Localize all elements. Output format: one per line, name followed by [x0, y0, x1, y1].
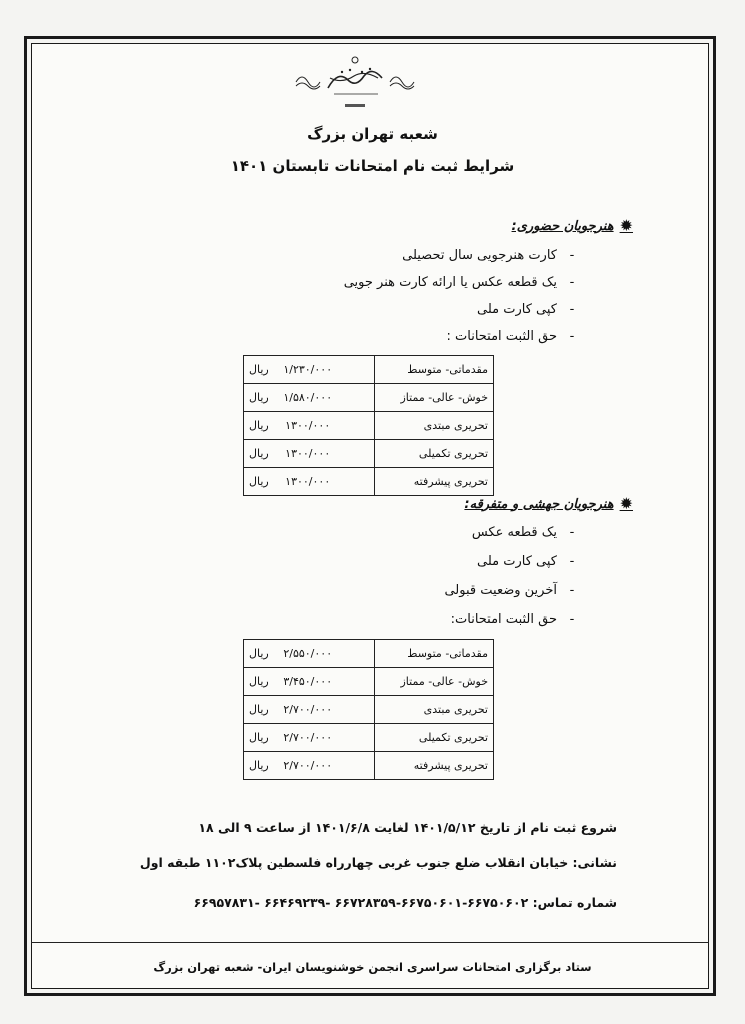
fee-category: مقدماتی- متوسط: [375, 640, 494, 668]
inner-border: [31, 43, 709, 989]
list-item: - حق الثبت امتحانات :: [446, 329, 575, 344]
asterisk-bullet-icon: ✹: [619, 494, 633, 513]
table-row: [244, 724, 494, 752]
fee-category: تحریری پیشرفته: [375, 752, 494, 780]
table-row: [244, 384, 494, 412]
external-requirements: [444, 518, 587, 634]
table-row: [244, 668, 494, 696]
association-logo: [290, 52, 420, 112]
table-row: [244, 696, 494, 724]
list-item: - آخرین وضعیت قبولی: [444, 583, 575, 598]
list-item: - حق الثبت امتحانات:: [450, 612, 575, 627]
in-person-fee-table: [243, 355, 494, 496]
fee-unit: ریال: [249, 447, 269, 460]
in-person-heading-text: هنرجویان حضوری:: [511, 218, 614, 234]
fee-category: تحریری تکمیلی: [375, 724, 494, 752]
fee-amount: ۲/۷۰۰/۰۰۰: [283, 731, 333, 744]
main-title: شرایط ثبت نام امتحانات تابستان ۱۴۰۱: [230, 157, 515, 175]
fee-unit: ریال: [249, 759, 269, 772]
list-item: - کپی کارت ملی: [477, 554, 575, 569]
external-heading: [464, 496, 633, 512]
list-item: - کپی کارت ملی: [477, 302, 575, 317]
fee-category: مقدماتی- متوسط: [375, 356, 494, 384]
fee-unit: ریال: [249, 475, 269, 488]
fee-amount: ۲/۷۰۰/۰۰۰: [283, 703, 333, 716]
external-heading-text: هنرجویان جهشی و متفرقه:: [464, 496, 614, 512]
fee-amount: ۱۳۰۰/۰۰۰: [285, 447, 331, 460]
fee-category: خوش- عالی- ممتاز: [375, 384, 494, 412]
fee-amount: ۳/۴۵۰/۰۰۰: [283, 675, 333, 688]
fee-amount: ۲/۵۵۰/۰۰۰: [283, 647, 333, 660]
fee-category: تحریری پیشرفته: [375, 468, 494, 496]
footer-organization: ستاد برگزاری امتحانات سراسری انجمن خوشنویسان ایران- شعبه تهران بزرگ: [153, 960, 592, 974]
fee-category: خوش- عالی- ممتاز: [375, 668, 494, 696]
registration-dates: شروع ثبت نام از تاریخ ۱۴۰۱/۵/۱۲ لغایت ۱۴۰۱/۶/۸ از ساعت ۹ الی ۱۸: [198, 820, 617, 835]
asterisk-bullet-icon: ✹: [619, 216, 633, 235]
fee-unit: ریال: [249, 363, 269, 376]
fee-unit: ریال: [249, 419, 269, 432]
table-row: [244, 640, 494, 668]
branch-title: شعبه تهران بزرگ: [307, 125, 438, 143]
list-item: - کارت هنرجویی سال تحصیلی: [402, 248, 575, 263]
footer-divider: [31, 942, 709, 943]
in-person-requirements: [344, 242, 587, 350]
address: نشانی: خیابان انقلاب ضلع جنوب غربی چهارراه فلسطین پلاک۱۱۰۲ طبقه اول: [139, 855, 617, 870]
fee-unit: ریال: [249, 647, 269, 660]
fee-amount: ۱/۵۸۰/۰۰۰: [283, 391, 333, 404]
phone-numbers: شماره تماس: ۶۶۷۵۰۶۰۲-۶۶۷۵۰۶۰۱-۶۶۷۲۸۳۵۹ -۶۶۴۶۹۲۳۹ -۶۶۹۵۷۸۳۱: [193, 895, 617, 910]
list-item: - یک قطعه عکس: [471, 525, 575, 540]
fee-unit: ریال: [249, 675, 269, 688]
fee-unit: ریال: [249, 731, 269, 744]
fee-amount: ۲/۷۰۰/۰۰۰: [283, 759, 333, 772]
table-row: [244, 356, 494, 384]
fee-category: تحریری تکمیلی: [375, 440, 494, 468]
fee-unit: ریال: [249, 391, 269, 404]
table-row: [244, 752, 494, 780]
fee-category: تحریری مبتدی: [375, 696, 494, 724]
fee-amount: ۱۳۰۰/۰۰۰: [285, 475, 331, 488]
table-row: [244, 440, 494, 468]
fee-amount: ۱۳۰۰/۰۰۰: [285, 419, 331, 432]
list-item: - یک قطعه عکس یا ارائه کارت هنر جویی: [343, 275, 575, 290]
table-row: [244, 412, 494, 440]
fee-unit: ریال: [249, 703, 269, 716]
external-fee-table: [243, 639, 494, 780]
table-row: [244, 468, 494, 496]
fee-amount: ۱/۲۳۰/۰۰۰: [283, 363, 333, 376]
in-person-heading: [512, 218, 633, 234]
fee-category: تحریری مبتدی: [375, 412, 494, 440]
